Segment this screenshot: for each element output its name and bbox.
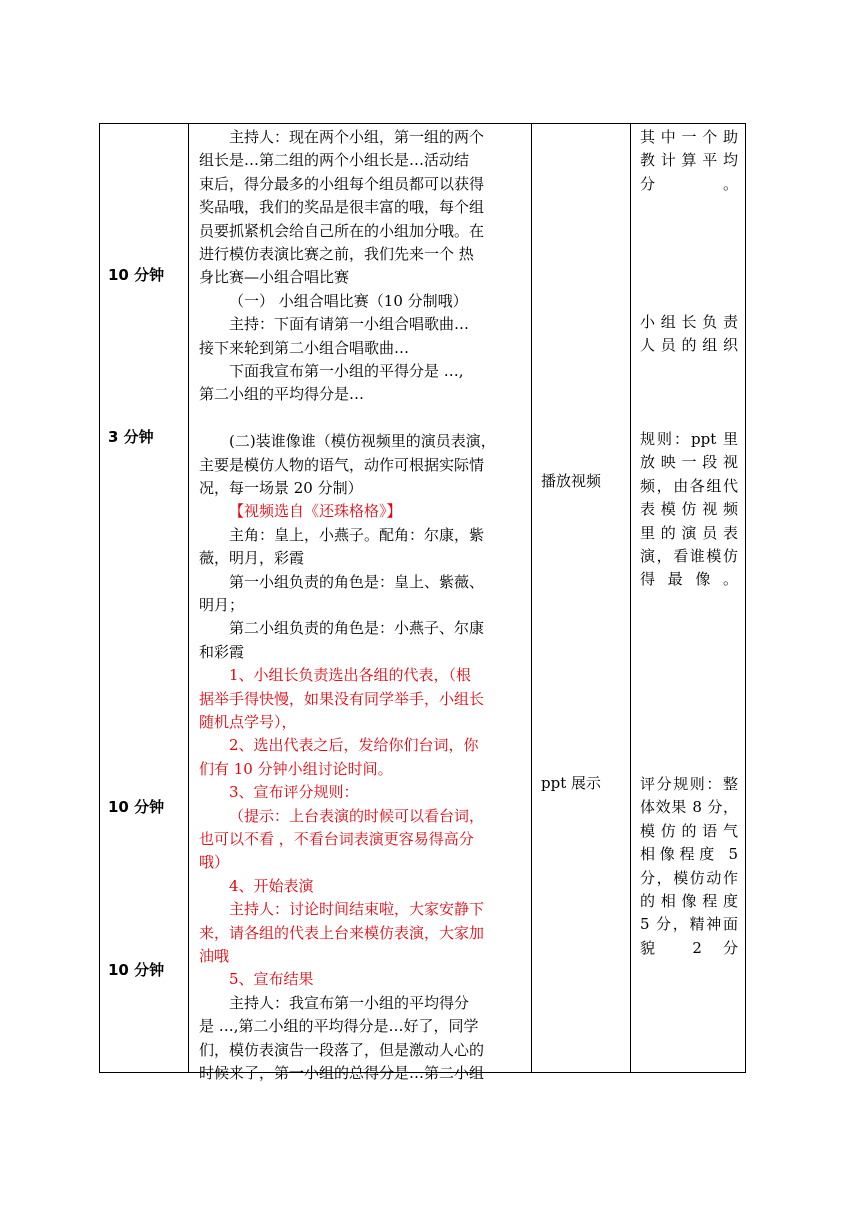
media-label: 播放视频 <box>541 472 602 490</box>
time-column <box>100 124 189 1073</box>
content-line: 下面我宣布第一小组的平得分是 …, <box>229 362 464 380</box>
content-line: 们有 10 分钟小组讨论时间。 <box>199 759 393 778</box>
content-line: 明月； <box>199 596 245 614</box>
content-line: 身比赛—小组合唱比赛 <box>199 268 350 287</box>
note-line: 体效果 8 分， <box>640 798 738 817</box>
content-line: 主持：下面有请第一小组合唱歌曲… <box>229 315 470 334</box>
note-line: 规则：ppt 里 <box>640 430 738 448</box>
note-line: 里的演员表 <box>640 523 738 542</box>
content-line: 第二小组负责的角色是：小燕子、尔康 <box>229 619 485 638</box>
content-line: 5、宣布结果 <box>229 970 314 989</box>
note-line: 分。 <box>640 174 738 193</box>
content-line: 奖品哦，我们的奖品是很丰富的哦，每个组 <box>199 198 485 217</box>
content-line: 和彩霞 <box>199 642 245 661</box>
note-line: 貌 2 分 <box>640 938 738 957</box>
lesson-plan-table <box>99 123 746 1082</box>
note-line: 频，由各组代 <box>640 476 738 495</box>
media-label: ppt 展示 <box>541 774 602 792</box>
time-label: 10 分钟 <box>108 798 165 816</box>
media-column <box>532 124 631 1073</box>
note-line: 人员的组织 <box>640 336 738 355</box>
content-line: 况，每一场景 20 分制） <box>199 479 363 497</box>
content-line: 4、开始表演 <box>229 876 314 895</box>
content-line: 2、选出代表之后，发给你们台词，你 <box>229 736 479 755</box>
note-line: 放映一段视 <box>640 453 738 472</box>
content-line: 也可以不看 ，不看台词表演更容易得高分 <box>199 830 474 848</box>
content-line: 束后，得分最多的小组每个组员都可以获得 <box>199 174 485 193</box>
content-line: 是 …,第二小组的平均得分是…好了，同学 <box>199 1017 479 1036</box>
note-line: 的相像程度 <box>640 892 738 910</box>
time-label: 3 分钟 <box>108 428 154 446</box>
content-line: 组长是…第二组的两个小组长是…活动结 <box>199 151 470 170</box>
content-line: 主持人：讨论时间结束啦，大家安静下 <box>229 900 485 919</box>
content-line: 薇，明月，彩霞 <box>199 549 305 568</box>
content-line: 3、宣布评分规则： <box>229 783 359 802</box>
content-column <box>189 124 532 1082</box>
content-line: 【视频选自《还珠格格》】 <box>229 502 402 521</box>
content-line: 员要抓紧机会给自己所在的小组加分哦。在 <box>199 221 485 240</box>
content-line: （一） 小组合唱比赛（10 分制哦） <box>229 291 468 310</box>
note-line: 相像程度 5 <box>640 845 738 864</box>
content-line: 第二小组的平均得分是… <box>199 385 365 404</box>
note-line: 评分规则：整 <box>640 775 738 793</box>
content-line: 主角：皇上，小燕子。配角：尔康，紫 <box>229 525 485 544</box>
content-line: 主持人：现在两个小组，第一组的两个 <box>229 128 485 146</box>
note-line: 演，看谁模仿 <box>640 547 738 565</box>
content-line: 随机点学号）， <box>199 713 297 731</box>
time-label: 10 分钟 <box>108 266 165 284</box>
content-line: 时候来了，第一小组的总得分是…第二小组 <box>199 1064 485 1082</box>
content-line: (二)装谁像谁（模仿视频里的演员表演， <box>229 432 496 451</box>
time-label: 10 分钟 <box>108 961 165 979</box>
note-line: 模仿的语气 <box>640 821 738 840</box>
note-line: 5 分，精神面 <box>640 915 738 934</box>
content-text <box>189 124 531 1082</box>
content-line: 1、小组长负责选出各组的代表，（根 <box>229 666 472 685</box>
content-line: 们，模仿表演告一段落了，但是激动人心的 <box>199 1040 485 1059</box>
content-line: 主持人：我宣布第一小组的平均得分 <box>229 993 470 1012</box>
note-line: 教计算平均 <box>640 151 738 170</box>
table-row <box>100 124 746 1073</box>
content-line: 进行模仿表演比赛之前，我们先来一个 热 <box>199 245 474 263</box>
note-line: 分，模仿动作 <box>640 868 738 887</box>
content-line: 来，请各组的代表上台来模仿表演，大家加 <box>199 923 485 942</box>
note-line: 表模仿视频 <box>640 500 738 519</box>
content-line: 第一小组负责的角色是：皇上、紫薇、 <box>229 572 485 591</box>
content-line: 据举手得快慢，如果没有同学举手，小组长 <box>199 689 485 708</box>
note-column <box>631 124 746 1073</box>
content-line: （提示：上台表演的时候可以看台词， <box>229 806 485 825</box>
note-line: 其中一个助 <box>640 128 738 146</box>
content-line: 接下来轮到第二小组合唱歌曲… <box>199 338 410 357</box>
note-line: 得最像。 <box>640 570 738 589</box>
content-line: 油哦 <box>199 947 230 965</box>
content-line: 主要是模仿人物的语气，动作可根据实际情 <box>199 455 485 474</box>
note-line: 小组长负责 <box>640 313 738 331</box>
content-line: 哦） <box>199 853 230 872</box>
